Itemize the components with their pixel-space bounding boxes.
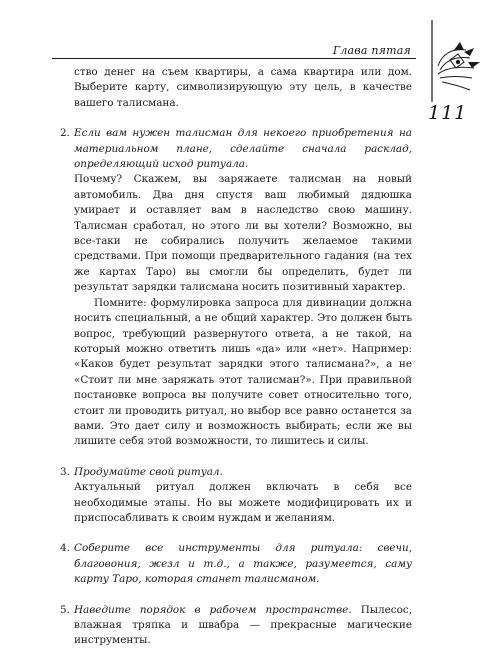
item-title: Если вам нужен талисман для некоего приобретения на материальном плане, сделайте сначала расклад, определяющий исход ритуала. — [74, 127, 412, 171]
item-title: Продумайте свой ритуал. — [74, 465, 223, 478]
intro-paragraph: ство денег на съем квартиры, а сама квартира или дом. Выберите карту, символизирующую эту цель, в качестве вашего талисмана. — [74, 66, 412, 109]
item-title: Соберите все инструменты для ритуала: свечи, благовония, жезл и т.д., а также, разумеется, саму карту Таро, которая станет талисманом. — [74, 542, 412, 586]
item-paragraph: Актуальный ритуал должен включать в себя все необходимые этапы. Но вы можете модифицировать их и приспосабливать к своим нуждам и желаниям. — [74, 481, 412, 524]
header-rule — [52, 58, 416, 59]
chapter-title: Глава пятая — [332, 44, 411, 57]
item-number: 2. — [60, 127, 70, 140]
chapter-emblem-icon — [424, 20, 488, 102]
list-item — [60, 126, 412, 450]
list-item — [60, 541, 412, 587]
item-paragraph: Почему? Скажем, вы заряжаете талисман на новый автомобиль. Два дня спустя ваш любимый дядюшка умирает и оставляет вам в наследство свою машину. Талисман сработал, но этого ли вы хотели? Возможно, вы все-таки не собирались получить желаемое такими средствами. При помощи предварительного гадания (на тех же картах Таро) вы смогли бы определить, будет ли результат зарядки талисмана носить позитивный характер. — [74, 173, 412, 294]
list-item — [60, 603, 412, 649]
item-title-tail: Пылесос, влажная тряпка и швабра — прекрасные магические инструменты. — [74, 603, 412, 647]
item-paragraph: Помните: формулировка запроса для дивинации должна носить специальный, а не общий характер. Это должен быть вопрос, требующий развернутого ответа, а не такой, на который можно ответить лишь «да» или «нет». Например: «Каков будет результат зарядки этого талисмана?», а не «Стоит ли мне заряжать этот талисман?». При правильной постановке вопроса вы получите совет относительно того, стоит ли проводить ритуал, но выбор все равно останется за вами. Это дает силу и возможность выбирать; если же вы лишите себя этой возможности, то лишитесь и силы. — [74, 296, 412, 448]
item-number: 5. — [60, 603, 70, 616]
item-title: Наведите порядок в рабочем пространстве. — [74, 603, 352, 616]
item-title-combined — [74, 603, 412, 649]
item-number: 3. — [60, 465, 70, 478]
page-body — [60, 65, 412, 649]
item-number: 4. — [60, 542, 70, 555]
list-item — [60, 465, 412, 527]
page-number: 111 — [428, 102, 468, 124]
